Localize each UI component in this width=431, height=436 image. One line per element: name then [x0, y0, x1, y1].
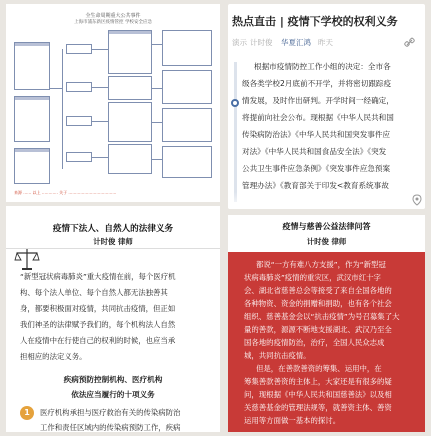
charity-title: 疫情与慈善公益法律问答	[282, 222, 371, 231]
panel-line: 筹集善款善资的主体上，大家还是有很多的疑	[244, 377, 392, 386]
meta-author: 计时俊	[250, 38, 273, 47]
flowchart-node	[66, 152, 92, 162]
flowchart-node	[108, 76, 152, 100]
meta-source[interactable]: 华夏汇鸿	[281, 38, 311, 47]
meta-time: 昨天	[318, 38, 333, 47]
panel-line: 组织、慈善基金会以“抗击疫情”为号召募集了大	[244, 312, 400, 321]
flowchart-node	[162, 146, 212, 178]
panel-line: 但是，在善款善资的筹集、运用中，在	[256, 364, 382, 373]
body-line: 对法》《中华人民共和国食品安全法》《突发	[242, 147, 387, 156]
flowchart-node	[162, 70, 212, 104]
card-article[interactable]	[228, 4, 425, 209]
section-title-1: 疾病预防控制机构、医疗机构	[63, 375, 163, 384]
flowchart-node	[162, 30, 212, 66]
item-line: 医疗机构承担与医疗救治有关的传染病防治	[40, 408, 181, 417]
card-charity[interactable]	[228, 215, 425, 432]
panel-line: 城，共同抗击疫情。	[244, 351, 311, 360]
body-line: 身，都要积极面对疫情，共同抗击疫情，但正如	[20, 304, 176, 313]
timeline-bar	[234, 62, 237, 202]
flowchart-title-1: 全生命周期重大公共事件	[85, 13, 141, 19]
flowchart-node	[14, 42, 50, 90]
section-title-2: 依法应当履行的十项义务	[71, 390, 155, 399]
scales-icon	[14, 246, 40, 272]
flowchart-node	[14, 96, 50, 142]
link-icon[interactable]	[404, 37, 415, 48]
flowchart-footer: 来源 …… 以上 ………… 关于 ………………………………	[14, 190, 117, 195]
body-line: “新型冠状病毒肺炎”重大疫情在前，每个医疗机	[20, 272, 176, 281]
flowchart-node	[108, 30, 152, 74]
panel-line: 运用等方面做一基本的探讨。	[244, 416, 341, 425]
charity-panel	[228, 252, 425, 432]
panel-line: 都说“一方有难八方支援”，作为“新型冠	[256, 260, 386, 269]
flowchart-node	[108, 102, 152, 142]
panel-line: 量的善款，源源不断地支援湖北、武汉乃至全	[244, 325, 392, 334]
flowchart-node	[66, 116, 92, 126]
fade-overlay	[228, 192, 425, 209]
body-line: 人在疫情中在行使自己的权利的时候，也应当承	[20, 336, 176, 345]
item-line: 工作和责任区域内的传染病预防工作，疾病	[40, 423, 181, 432]
flowchart-node	[162, 108, 212, 142]
meta-tag: 演示	[232, 38, 247, 47]
flowchart-node	[66, 44, 92, 54]
panel-line: 国各地的疫情防治，治疗，全国人民众志成	[244, 338, 385, 347]
flowchart-node	[14, 148, 50, 184]
body-line: 情发展，及时作出研判。开学时间一经确定，	[242, 96, 394, 105]
panel-line: 关慈善基金的管理法规等，就善资主体、善资	[244, 403, 392, 412]
card-obligations[interactable]	[6, 206, 220, 432]
pin-icon[interactable]	[412, 194, 422, 206]
body-line: 传染病防治法》《中华人民共和国突发事件应	[242, 130, 391, 139]
flowchart-node	[66, 82, 92, 92]
divider	[6, 248, 220, 249]
body-line: 将提前向社会公布。现根据《中华人民共和国	[242, 113, 394, 122]
timeline-dot	[231, 99, 239, 107]
card-flowchart[interactable]	[6, 4, 220, 202]
body-line: 公共卫生事件应急条例》《突发事件应急预案	[242, 164, 391, 173]
panel-line: 问，现根据《中华人民共和国慈善法》以及相	[244, 390, 392, 399]
body-line: 管理办法》《教育部关于印发<教育系统事故	[242, 181, 389, 190]
panel-line: 会、湖北省慈善总会等接受了来自全国各地的	[244, 286, 392, 295]
flowchart-title-2: 上海市浦东新区疫情管控 学校安全应急	[74, 20, 152, 25]
item-number-badge: 1	[20, 406, 34, 420]
panel-line: 各种物资、资金的捐赠和捐助，也有各个社会	[244, 299, 392, 308]
flowchart-node	[108, 144, 152, 174]
body-line: 我们神圣的法律赋予我们的，每个机构法人自然	[20, 320, 176, 329]
charity-author: 计时俊 律师	[306, 237, 347, 246]
article-title[interactable]: 热点直击 | 疫情下学校的权利义务	[232, 15, 398, 28]
body-line: 构、每个法人单位、每个自然人都无法独善其	[20, 288, 168, 297]
body-line: 根据市疫情防控工作小组的决定：全市各	[254, 62, 391, 71]
obligations-title: 疫情下法人、自然人的法律义务	[52, 224, 174, 234]
body-line: 级各类学校2月底前不开学，并将密切跟踪疫	[242, 79, 392, 88]
body-line: 担相应的法定义务。	[20, 352, 87, 361]
obligations-author: 计时俊 律师	[93, 237, 133, 246]
panel-line: 状病毒肺炎”疫情的重灾区，武汉市红十字	[244, 273, 381, 282]
